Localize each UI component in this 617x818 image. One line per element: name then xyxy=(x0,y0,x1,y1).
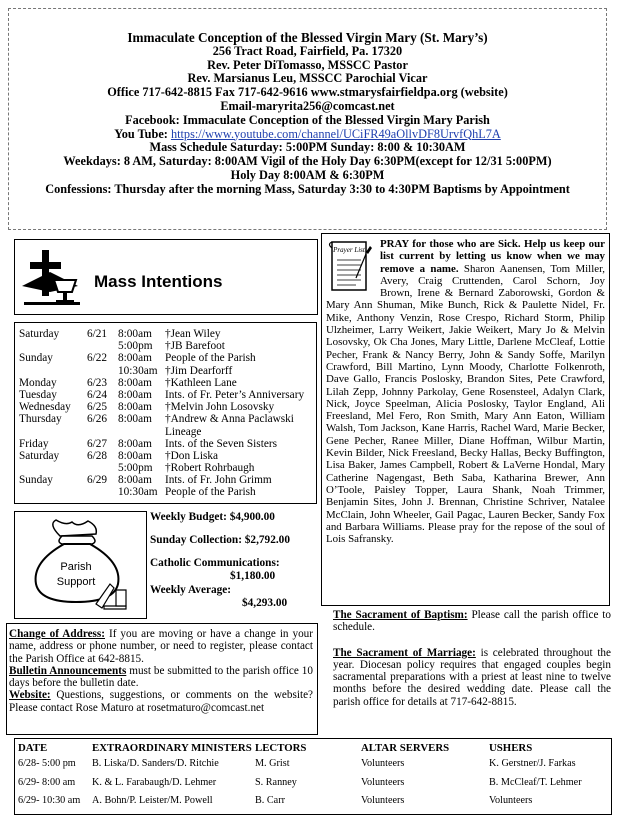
header-altar-servers: ALTAR SERVERS xyxy=(361,742,450,754)
schedule-row: Lineage xyxy=(165,425,202,438)
minister-em: K. & L. Farabaugh/D. Lehmer xyxy=(92,777,217,788)
money-bag-icon xyxy=(26,518,134,610)
minister-servers: Volunteers xyxy=(361,777,405,788)
support-label: Support xyxy=(56,576,96,588)
ministers-table xyxy=(14,738,612,815)
schedule-row: Sunday 6/22 8:00am People of the Parish xyxy=(19,352,256,365)
prayer-names: Sharon Aanensen, Tom Miller, Avery, Craig Cruttenden, Carol Schorn, Joy Brown, Irene & Bernard Zaborowski, Gordon & Mary Ann Shuman, Mike Bunch, Rick & Paulette Nidel, Fr. Mike, Anthony Venzin, Rose Crespo, Richard Storm, Philip Ulzheimer, Larry Weikert, Jakie Weikert, Mary Jo & Melvin Losovsky, Ok Cha Jones, Mary Little, Darlene McCleaf, Lottie Pecher, Frank & Nancy Berry, John & Sandy Soffe, Marilyn Crawford, Bill Martino, Lynn Moody, Charlotte Folkenroth, Dave Gallo, Francis Poslosky, Brandon Sites, Pete Crawford, Lilah Zepp, Johnny Parkolay, Gene Rosensteel, Adalyn Clark, Nick, Joyce Speelman, Alicia Poslosky, Taylor England, Ali Freesland, Mel Fero, Ron Smith, Mary Ann Eaton, William Walsh, Tom Jackson, Kane Harris, Rachel Ward, Marie Becker, Gene Pecher, Ranee Miller, Diane Hoffman, Wilbur Martin, Kevin Bilder, Nick Freesland, Becky Hallas, Becky Buffington, Lisa Baker, James Campbell, Robert & LaVerne Hondal, Mary Catherine Nagengast, Beth Saba, Katharina Brewer, Ann O’Toole, Paisley Topper, Laura Shank, Noah Trimmer, Benjamin Sites, John J. Brennan, Christine Schriver, Natalee McClain, John Wheeler, Gail Pagac, Lauren Becker, Sandy Fox and Barbara Williams. Please pray for the repose of the soul of Lois Safransky. xyxy=(326,262,605,546)
minister-servers: Volunteers xyxy=(361,758,405,769)
finances-panel xyxy=(150,511,316,617)
pastor-line: Rev. Peter DiTomasso, MSSCC Pastor xyxy=(207,57,408,72)
schedule-row: 10:30am People of the Parish xyxy=(118,486,256,499)
minister-ushers: K. Gerstner/J. Farkas xyxy=(489,758,576,769)
header-extraordinary-ministers: EXTRAORDINARY MINISTERS xyxy=(92,742,252,754)
minister-em: B. Liska/D. Sanders/D. Ritchie xyxy=(92,758,219,769)
minister-lector: S. Ranney xyxy=(255,777,297,788)
schedule-row: 5:00pm †Robert Rohrbaugh xyxy=(118,462,255,475)
mass-intentions-schedule xyxy=(14,322,317,504)
minister-lector: B. Carr xyxy=(255,795,285,806)
minister-ushers: B. McCleaf/T. Lehmer xyxy=(489,777,582,788)
weekly-average-label: Weekly Average: xyxy=(150,584,232,596)
youtube-link[interactable]: https://www.youtube.com/channel/UCiFR49aOllvDF8UrvfQhL7A xyxy=(170,126,501,141)
vicar-line: Rev. Marsianus Leu, MSSCC Parochial Vicar xyxy=(187,71,428,86)
prayer-list-box xyxy=(321,233,610,606)
parish-label: Parish xyxy=(60,561,92,573)
header-date: DATE xyxy=(18,742,48,754)
sunday-collection: Sunday Collection: $2,792.00 xyxy=(150,534,290,546)
minister-servers: Volunteers xyxy=(361,795,405,806)
schedule-row: Friday 6/27 8:00am Ints. of the Seven Sisters xyxy=(19,437,278,450)
mass-schedule-line: Mass Schedule Saturday: 5:00PM Sunday: 8:00 & 10:30AM xyxy=(149,140,466,155)
prayer-icon-label: Prayer List xyxy=(333,246,365,254)
mass-intentions-title: Mass Intentions xyxy=(94,272,223,291)
minister-lector: M. Grist xyxy=(255,758,290,769)
office-line: Office 717-642-8815 Fax 717-642-9616 www.stmarysfairfieldpa.org (website) xyxy=(107,85,508,100)
parish-name: Immaculate Conception of the Blessed Virgin Mary (St. Mary’s) xyxy=(127,30,488,45)
weekly-average-value: $4,293.00 xyxy=(242,597,288,609)
weekly-budget: Weekly Budget: $4,900.00 xyxy=(150,511,275,523)
schedule-row: Tuesday 6/24 8:00am Ints. of Fr. Peter’s Anniversary xyxy=(19,388,305,401)
youtube-label: You Tube: xyxy=(114,126,171,141)
bulletin-text: must be submitted to the parish office 10 days before the bulletin date. xyxy=(9,664,313,690)
weekdays-line: Weekdays: 8 AM, Saturday: 8:00AM Vigil of the Holy Day 6:30PM(except for 12/31 5:00PM) xyxy=(63,154,552,169)
schedule-row: 5:00pm †JB Barefoot xyxy=(118,340,225,353)
prayer-lead: PRAY for those who are Sick. Help us keep our list current by letting us know when we may remove a name. xyxy=(380,238,605,275)
schedule-row: 10:30am †Jim Dearforff xyxy=(118,364,233,377)
facebook-line: Facebook: Immaculate Conception of the Blessed Virgin Mary Parish xyxy=(125,112,490,127)
parish-address: 256 Tract Road, Fairfield, Pa. 17320 xyxy=(212,43,403,58)
marriage-title: The Sacrament of Marriage: xyxy=(333,646,476,659)
minister-date: 6/28- 5:00 pm xyxy=(18,758,76,769)
youtube-line xyxy=(9,128,606,142)
schedule-row: Saturday 6/28 8:00am †Don Liska xyxy=(19,449,219,462)
schedule-row: Saturday 6/21 8:00am †Jean Wiley xyxy=(19,328,221,340)
minister-date: 6/29- 8:00 am xyxy=(18,777,76,788)
confessions-line: Confessions: Thursday after the morning Mass, Saturday 3:30 to 4:30PM Baptisms by Appointment xyxy=(45,181,570,196)
website-text: Questions, suggestions, or comments on the website? Please contact Rose Maturo at rosetmaturo@comcast.net xyxy=(9,689,313,714)
header-ushers: USHERS xyxy=(489,742,533,754)
bulletin-title: Bulletin Announcements xyxy=(9,664,127,677)
schedule-row: Thursday 6/26 8:00am †Andrew & Anna Paclawski xyxy=(19,413,294,426)
minister-date: 6/29- 10:30 am xyxy=(18,795,81,806)
marriage-paragraph xyxy=(333,647,611,708)
minister-em: A. Bohn/P. Leister/M. Powell xyxy=(92,795,213,806)
change-of-address-title: Change of Address: xyxy=(9,628,105,640)
schedule-row: Sunday 6/29 8:00am Ints. of Fr. John Grimm xyxy=(19,474,272,487)
catholic-communications-value: $1,180.00 xyxy=(230,570,276,582)
marriage-text: is celebrated throughout the year. Diocesan policy requires that engaged couples begin sacramental preparations with a priest at least nine to twelve months before the desired wedding date. Please call the parish office for details at 717-642-8815. xyxy=(333,646,611,708)
header-lectors: LECTORS xyxy=(255,742,307,754)
sacraments-section xyxy=(333,609,611,708)
schedule-row: Wednesday 6/25 8:00am †Melvin John Losovsky xyxy=(19,401,275,414)
prayer-list-icon xyxy=(326,238,374,294)
website-title: Website: xyxy=(9,689,51,702)
baptism-title: The Sacrament of Baptism: xyxy=(333,609,468,621)
baptism-paragraph xyxy=(333,609,611,634)
notices-box xyxy=(6,623,318,735)
email-line: Email-maryrita256@comcast.net xyxy=(220,98,395,113)
holy-day-line: Holy Day 8:00AM & 6:30PM xyxy=(230,167,385,182)
change-of-address-text: If you are moving or have a change in your name, address or phone number, or need to register, please contact the Parish Office at 642-8815. xyxy=(9,628,313,665)
schedule-row: Monday 6/23 8:00am †Kathleen Lane xyxy=(19,376,237,389)
minister-ushers: Volunteers xyxy=(489,795,533,806)
parish-header xyxy=(8,8,607,230)
catholic-communications-label: Catholic Communications: xyxy=(150,557,280,569)
cross-chalice-icon xyxy=(20,248,84,306)
baptism-text: Please call the parish office to schedule. xyxy=(333,609,611,634)
